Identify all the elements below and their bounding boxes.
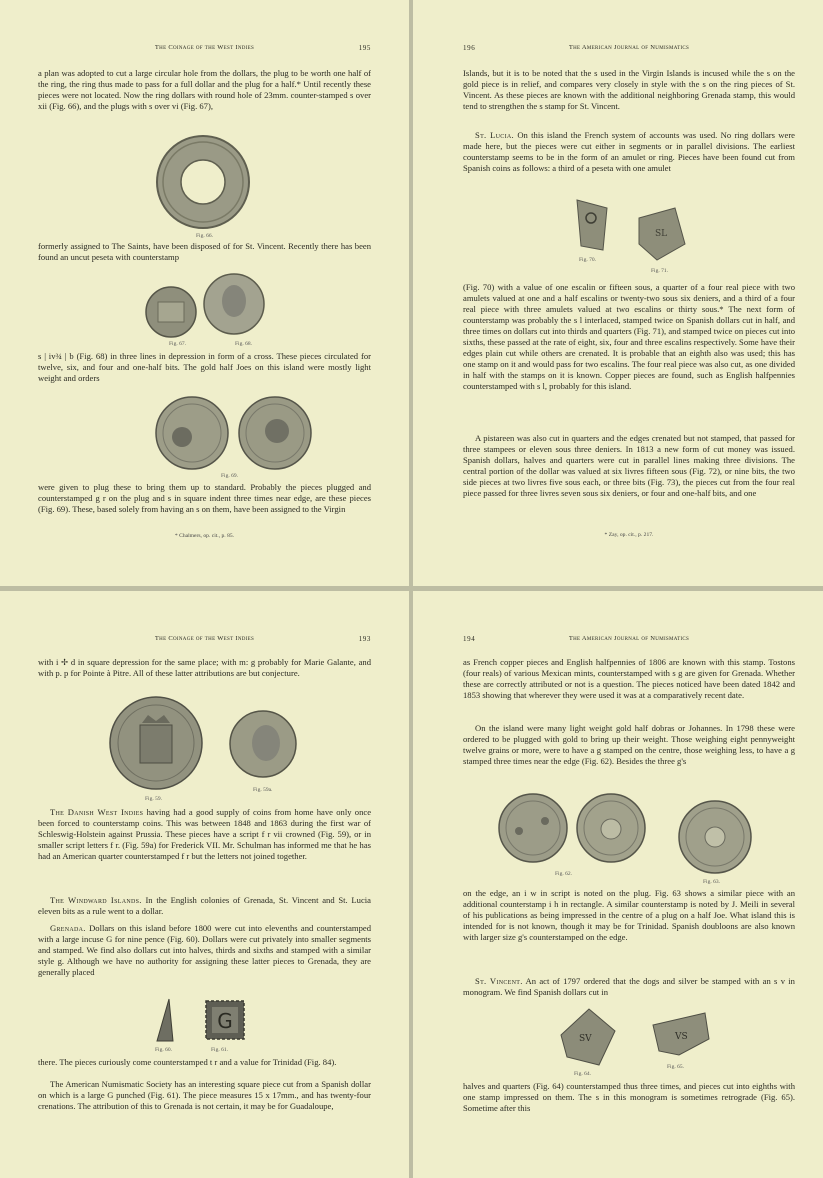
paragraph: A pistareen was also cut in quarters and the edges crenated but not stamped, that passed for three stampees or eleven sous three deniers. In 1813 a new form of cut money was issued. Spanish dollars, halves and quarters were cut in parallel lines making three divisions. The central portion of the dollar was valued at six livres fifteen sous (Fig. 72), or nine bits, the two side pieces at two livres five sous each, or three bits (Fig. 73), the pieces cut from the four real piece passed for three livres seven sous six deniers, or four and one-half bits, and one bbox=[463, 433, 795, 498]
paragraph: formerly assigned to The Saints, have been disposed of for St. Vincent. Recently there has been found an uncut peseta with counterstamp bbox=[38, 241, 371, 262]
svg-text:SL: SL bbox=[655, 229, 668, 239]
g-letter: G bbox=[217, 1009, 233, 1033]
half-joe-coin-image bbox=[154, 395, 230, 471]
paragraph-text: An act of 1797 ordered that the dogs and silver be stamped with an s v in monogram. We find Spanish dollars cut in bbox=[463, 976, 795, 997]
quarter-coin-image bbox=[228, 709, 298, 779]
paragraph: a plan was adopted to cut a large circular hole from the dollars, the plug to be worth one half of the ring, the ring thus made to pass for a full dollar and the plug for a half.* Until recently these pieces were not located. Now the ring dollars with round hole of 23mm. counter-stamped s over xii (Fig. 66), and the plugs with s over vi (Fig. 67), bbox=[38, 68, 371, 111]
section-heading: Grenada. bbox=[50, 923, 86, 933]
page-195 bbox=[0, 0, 409, 586]
header-title: The American Journal of Numismatics bbox=[568, 635, 690, 642]
paragraph: halves and quarters (Fig. 64) counterstamped thus three times, and pieces cut into eighths with one stamp impressed on them. The s in this monogram is sometimes retrograde (Fig. 65). Sometime after this bbox=[463, 1081, 795, 1113]
paragraph: On the island were many light weight gold half dobras or Johannes. In 1798 these were ordered to be plugged with gold to bring up their weight. Those weighing eight pennyweight twelve grains or more, were to have a g stamped on the centre, those weighing less, to have a g stamped three times near the edge (Fig. 62). Besides the three g's bbox=[463, 723, 795, 766]
fig-63-caption: Fig. 63. bbox=[703, 879, 720, 885]
footnote: * Chalmers, op. cit., p. 85. bbox=[174, 533, 235, 539]
fig-64-caption: Fig. 64. bbox=[574, 1071, 591, 1077]
footnote: * Zay, op. cit., p. 217. bbox=[604, 532, 654, 538]
fig-61-caption: Fig. 61. bbox=[211, 1047, 228, 1053]
fig-65-caption: Fig. 65. bbox=[667, 1064, 684, 1070]
square-piece-image bbox=[204, 999, 246, 1041]
paragraph-text: On this island the French system of accounts was used. No ring dollars were made here, but the pieces were cut either in segments or in parallel divisions. The earliest counterstamp seems to be in the form of an amulet or ring. Pieces have been found cut from Spanish coins as follows: a third of a peseta with one amulet bbox=[463, 130, 795, 173]
paragraph-text: having had a good supply of coins from home have only once been forced to counterstamp coins. This was between 1848 and 1863 during the first war of Schleswig-Holstein against Prussia. These pieces have a script f r vii crowned (Fig. 59), or in smaller script letters f r. (Fig. 59a) for Frederick VII. Mr. Schulman has informed me that he has had an American quarter counterstamped f r but the letters not joined together. bbox=[38, 807, 372, 861]
fig-59a-caption: Fig. 59a. bbox=[253, 787, 273, 793]
header-title: The Coinage of the West Indies bbox=[154, 44, 255, 51]
page-number: 196 bbox=[463, 44, 476, 52]
paragraph: Islands, but it is to be noted that the s used in the Virgin Islands is incused while the s on the gold piece is in relief, and compares very closely in style with the s on the ring pieces of St. Vincent. As these pieces are known with the additional neighboring Grenada stamp, this would tend to strengthen the s stamp for St. Vincent. bbox=[463, 68, 795, 111]
page-number: 195 bbox=[358, 44, 371, 52]
plugged-joe-image bbox=[497, 791, 569, 865]
header-title: The American Journal of Numismatics bbox=[568, 44, 690, 51]
ring-dollar-image bbox=[153, 134, 253, 230]
paragraph: were given to plug these to bring them up to standard. Probably the pieces plugged and counterstamped g r on the plug and s in square indent three times near edge, are these pieces (Fig. 69). These, based solely from having an s on them, have been assigned to the Virgin bbox=[38, 482, 371, 514]
page-194 bbox=[413, 591, 823, 1178]
running-header bbox=[38, 44, 371, 56]
plugged-joe-image bbox=[677, 799, 753, 875]
section-heading: St. Vincent. bbox=[475, 976, 523, 986]
fig-68-caption: Fig. 68. bbox=[235, 341, 252, 347]
fig-59-caption: Fig. 59. bbox=[145, 796, 162, 802]
svg-text:SV: SV bbox=[579, 1034, 592, 1044]
cut-segment-image bbox=[633, 204, 689, 264]
section-heading: The Danish West Indies bbox=[50, 807, 144, 817]
paragraph: on the edge, an i w in script is noted on the plug. Fig. 63 shows a similar piece with an additional counterstamp i h in rectangle. A similar counterstamp is noted by J. Meili in several of his publications as being impressed in the centre of a plug on a half Joe. What island this is intended for is not known, though it may be for Trinidad. Spanish doubloons are also known with larger size g's counterstamped on the edge. bbox=[463, 888, 795, 942]
paragraph-text: In the English colonies of Grenada, St. Vincent and St. Lucia eleven bits as a rule went to a dollar. bbox=[38, 895, 371, 916]
fig-66-caption: Fig. 66. bbox=[196, 233, 213, 239]
page-196 bbox=[413, 0, 823, 586]
section-heading: St. Lucia. bbox=[475, 130, 514, 140]
page-number: 193 bbox=[358, 635, 371, 643]
svg-text:VS: VS bbox=[675, 1032, 688, 1042]
paragraph: s | iv¾ | b (Fig. 68) in three lines in depression in form of a cross. These pieces circulated for twelve, six, and four and one-half bits. The gold half Joes on this island were mostly light weight and orders bbox=[38, 351, 371, 383]
running-header bbox=[38, 635, 371, 647]
paragraph bbox=[38, 807, 371, 862]
cut-eighth-image bbox=[649, 1009, 713, 1059]
paragraph bbox=[463, 130, 795, 174]
fig-70-caption: Fig. 70. bbox=[579, 257, 596, 263]
paragraph: as French copper pieces and English halfpennies of 1806 are known with this stamp. Tostons (four reals) of various Mexican mints, counterstamped with s g are given for Grenada. Whether these are correctly attributed or not is a question. The pieces noticed have been dated 1842 and 1853 showing that wherever they were used it was at a comparatively recent date. bbox=[463, 657, 795, 700]
cut-quarter-image bbox=[555, 1005, 619, 1069]
plugged-joe-image bbox=[575, 791, 647, 865]
paragraph bbox=[463, 976, 795, 998]
page-193 bbox=[0, 591, 409, 1178]
half-joe-coin-image bbox=[237, 395, 313, 471]
section-heading: The Windward Islands. bbox=[50, 895, 142, 905]
page-number: 194 bbox=[463, 635, 476, 643]
paragraph bbox=[38, 923, 371, 978]
eleventh-segment-image bbox=[153, 997, 175, 1043]
fig-60-caption: Fig. 60. bbox=[155, 1047, 172, 1053]
running-header bbox=[463, 44, 795, 56]
cut-segment-image bbox=[571, 196, 613, 254]
plug-coin-image bbox=[144, 285, 198, 339]
paragraph: with i ✢ d in square depression for the same place; with m: g probably for Marie Galante, and with p. p for Pointe à Pitre. All of these latter attributions are but conjecture. bbox=[38, 657, 371, 678]
paragraph bbox=[38, 895, 371, 917]
fig-71-caption: Fig. 71. bbox=[651, 268, 668, 274]
paragraph: there. The pieces curiously come counterstamped t r and a value for Trinidad (Fig. 84). bbox=[38, 1057, 337, 1067]
fig-62-caption: Fig. 62. bbox=[555, 871, 572, 877]
header-title: The Coinage of the West Indies bbox=[154, 635, 255, 642]
fig-69-caption: Fig. 69. bbox=[221, 473, 238, 479]
paragraph-text: Dollars on this island before 1800 were cut into elevenths and counterstamped with a large incuse G for nine pence (Fig. 60). Dollars were cut privately into smaller segments and stamped. We find also dollars cut into halves, thirds and sixths and stamped with a similar style g. Although we have no authority for assigning these latter pieces to Grenada, they are generally placed bbox=[38, 923, 372, 977]
paragraph: (Fig. 70) with a value of one escalin or fifteen sous, a quarter of a four real piece with two amulets valued at one and a half escalins or twenty-two sous six deniers, and a third of a four real piece with three amulets valued at two escalins or thirty sous.* The next form of counterstamp was probably the s l interlaced, stamped twice on Spanish dollars cut in half, and three times on dollars cut into thirds and quarters (Fig. 71), and stamped twice on pieces cut into sixths, these passed at the rate of eight, six, four and three escalins respectively. Some have their edges plain cut while others are crenated. It is probable that an eighth also was used; this has one stamp on it and would pass for two escalins. The four real piece was also cut, as one divided in half with the stamps on it is known. Copper pieces are found, such as English halfpennies counterstamped with s l, probably for this island. bbox=[463, 282, 795, 391]
running-header bbox=[463, 635, 795, 647]
paragraph: The American Numismatic Society has an interesting square piece cut from a Spanish dollar on which is a large G punched (Fig. 61). The piece measures 15 x 17mm., and has twenty-four crenations. The attribution of this to Grenada is not certain, it may be for Guadaloupe, bbox=[38, 1079, 371, 1111]
peseta-coin-image bbox=[202, 271, 266, 337]
crowned-dollar-image bbox=[108, 695, 204, 791]
fig-67-caption: Fig. 67. bbox=[169, 341, 186, 347]
